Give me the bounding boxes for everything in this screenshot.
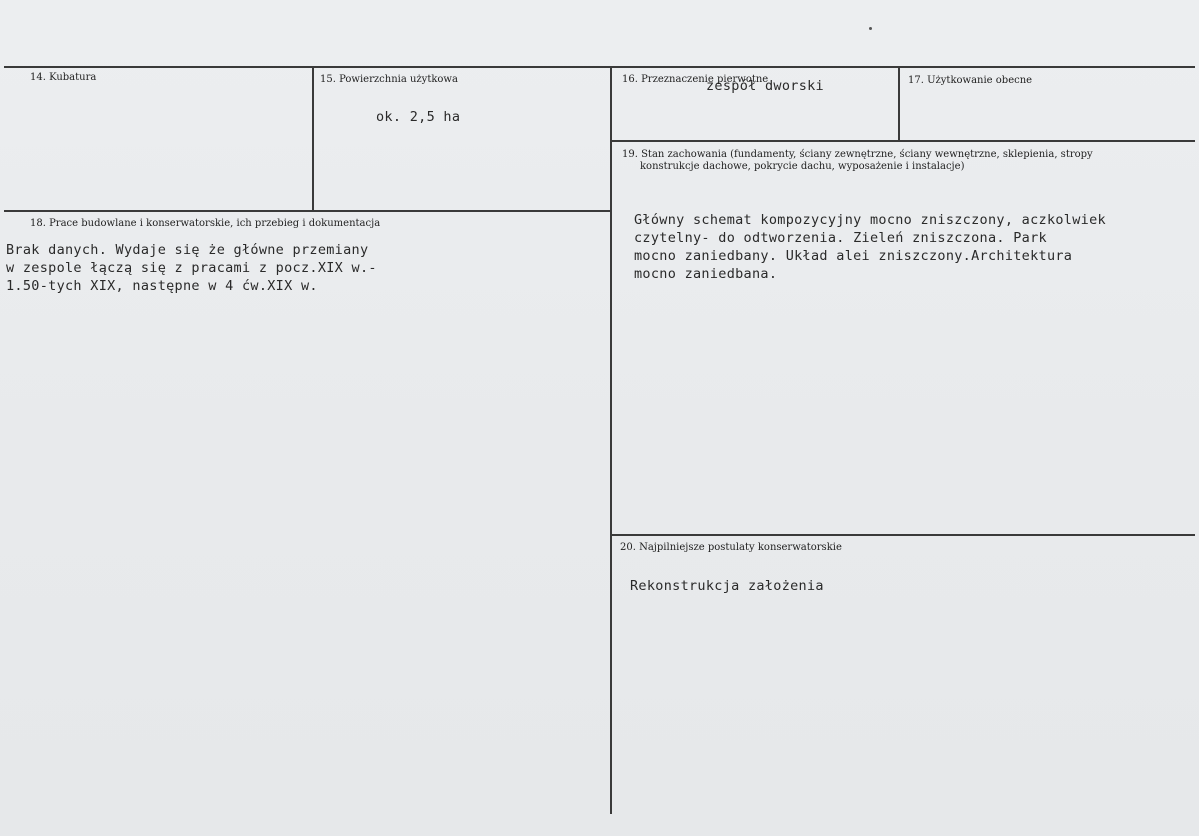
field-18-line: w zespole łączą się z pracami z pocz.XIX w.- xyxy=(6,260,377,276)
field-15-label: 15. Powierzchnia użytkowa xyxy=(320,74,458,85)
field-20-label: 20. Najpilniejsze postulaty konserwatorskie xyxy=(620,542,842,553)
rule-under-14-15 xyxy=(4,210,612,212)
field-19-line: mocno zaniedbany. Układ alei zniszczony.Architektura xyxy=(634,248,1073,264)
divider-14-15 xyxy=(312,67,314,211)
field-18-label: 18. Prace budowlane i konserwatorskie, ich przebieg i dokumentacja xyxy=(30,218,381,229)
field-18-line: Brak danych. Wydaje się że główne przemiany xyxy=(6,242,369,258)
top-rule xyxy=(4,66,1195,68)
field-16-value: zespół dworski xyxy=(706,78,824,94)
center-divider xyxy=(610,67,612,814)
rule-under-16-17 xyxy=(612,140,1195,142)
field-19-label-line1: 19. Stan zachowania (fundamenty, ściany zewnętrzne, ściany wewnętrzne, sklepienia, stropy xyxy=(622,149,1093,160)
field-19-line: Główny schemat kompozycyjny mocno zniszczony, aczkolwiek xyxy=(634,212,1106,228)
field-14-label: 14. Kubatura xyxy=(30,72,97,83)
rule-under-19 xyxy=(612,534,1195,536)
field-19-line: mocno zaniedbana. xyxy=(634,266,778,282)
field-19-line: czytelny- do odtworzenia. Zieleń zniszczona. Park xyxy=(634,230,1047,246)
paper-speck xyxy=(869,27,872,30)
divider-16-17 xyxy=(898,67,900,141)
field-17-label: 17. Użytkowanie obecne xyxy=(908,75,1033,86)
field-19-label-line2: konstrukcje dachowe, pokrycie dachu, wyposażenie i instalacje) xyxy=(640,161,965,172)
field-16-label: 16. Przeznaczenie pierwotne xyxy=(622,74,769,85)
field-20-value: Rekonstrukcja założenia xyxy=(630,578,824,594)
field-15-value: ok. 2,5 ha xyxy=(376,109,461,125)
field-18-line: 1.50-tych XIX, następne w 4 ćw.XIX w. xyxy=(6,278,318,294)
